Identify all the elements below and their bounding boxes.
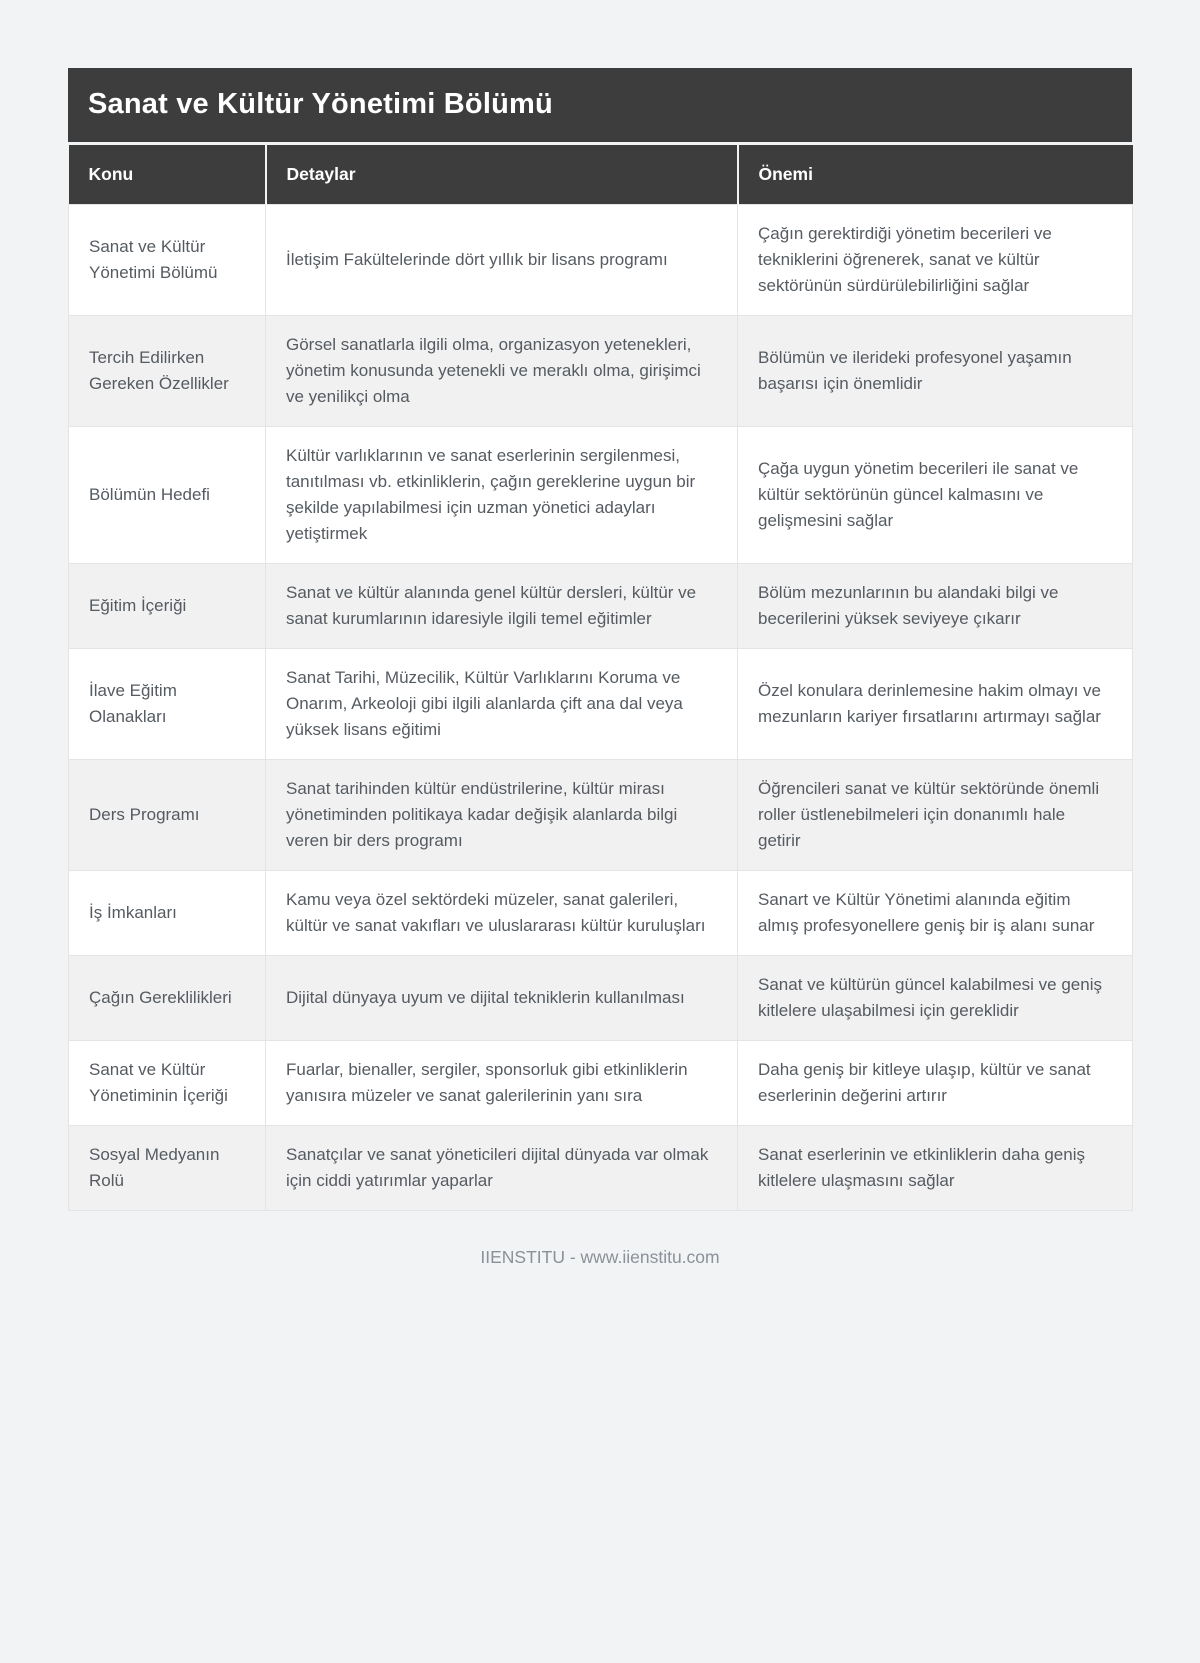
table-row xyxy=(69,1041,1133,1126)
cell-detaylar: Sanat ve kültür alanında genel kültür dersleri, kültür ve sanat kurumlarının idaresiyle ilgili temel eğitimler xyxy=(266,564,738,649)
cell-onemi: Bölüm mezunlarının bu alandaki bilgi ve becerilerini yüksek seviyeye çıkarır xyxy=(738,564,1133,649)
cell-konu: İlave Eğitim Olanakları xyxy=(69,649,266,760)
cell-detaylar: Sanatçılar ve sanat yöneticileri dijital dünyada var olmak için ciddi yatırımlar yaparlar xyxy=(266,1126,738,1211)
cell-onemi: Sanart ve Kültür Yönetimi alanında eğitim almış profesyonellere geniş bir iş alanı sunar xyxy=(738,871,1133,956)
table-body xyxy=(69,205,1133,1211)
cell-konu: Sanat ve Kültür Yönetiminin İçeriği xyxy=(69,1041,266,1126)
cell-onemi: Özel konulara derinlemesine hakim olmayı ve mezunların kariyer fırsatlarını artırmayı sağlar xyxy=(738,649,1133,760)
cell-onemi: Çağın gerektirdiği yönetim becerileri ve tekniklerini öğrenerek, sanat ve kültür sektörünün sürdürülebilirliğini sağlar xyxy=(738,205,1133,316)
cell-detaylar: Görsel sanatlarla ilgili olma, organizasyon yetenekleri, yönetim konusunda yetenekli ve meraklı olma, girişimci ve yenilikçi olma xyxy=(266,316,738,427)
table-header-row xyxy=(69,145,1133,205)
cell-konu: Tercih Edilirken Gereken Özellikler xyxy=(69,316,266,427)
column-header-onemi: Önemi xyxy=(738,145,1133,205)
table-row xyxy=(69,316,1133,427)
table-row xyxy=(69,1126,1133,1211)
page-title: Sanat ve Kültür Yönetimi Bölümü xyxy=(68,68,1132,142)
cell-konu: Bölümün Hedefi xyxy=(69,427,266,564)
cell-onemi: Sanat eserlerinin ve etkinliklerin daha geniş kitlelere ulaşmasını sağlar xyxy=(738,1126,1133,1211)
table-row xyxy=(69,871,1133,956)
cell-detaylar: Kamu veya özel sektördeki müzeler, sanat galerileri, kültür ve sanat vakıfları ve uluslararası kültür kuruluşları xyxy=(266,871,738,956)
cell-konu: Sanat ve Kültür Yönetimi Bölümü xyxy=(69,205,266,316)
table-row xyxy=(69,427,1133,564)
cell-detaylar: Dijital dünyaya uyum ve dijital tekniklerin kullanılması xyxy=(266,956,738,1041)
cell-konu: Sosyal Medyanın Rolü xyxy=(69,1126,266,1211)
cell-konu: Eğitim İçeriği xyxy=(69,564,266,649)
table-row xyxy=(69,956,1133,1041)
cell-onemi: Öğrencileri sanat ve kültür sektöründe önemli roller üstlenebilmeleri için donanımlı hale getirir xyxy=(738,760,1133,871)
info-table xyxy=(68,145,1133,1211)
table-row xyxy=(69,564,1133,649)
cell-onemi: Daha geniş bir kitleye ulaşıp, kültür ve sanat eserlerinin değerini artırır xyxy=(738,1041,1133,1126)
content-card xyxy=(68,68,1132,1211)
cell-detaylar: Sanat Tarihi, Müzecilik, Kültür Varlıklarını Koruma ve Onarım, Arkeoloji gibi ilgili alanlarda çift ana dal veya yüksek lisans eğitimi xyxy=(266,649,738,760)
cell-konu: Ders Programı xyxy=(69,760,266,871)
cell-detaylar: İletişim Fakültelerinde dört yıllık bir lisans programı xyxy=(266,205,738,316)
table-row xyxy=(69,205,1133,316)
cell-onemi: Çağa uygun yönetim becerileri ile sanat ve kültür sektörünün güncel kalmasını ve gelişmesini sağlar xyxy=(738,427,1133,564)
cell-konu: Çağın Gereklilikleri xyxy=(69,956,266,1041)
cell-detaylar: Sanat tarihinden kültür endüstrilerine, kültür mirası yönetiminden politikaya kadar değişik alanlarda bilgi veren bir ders programı xyxy=(266,760,738,871)
cell-onemi: Sanat ve kültürün güncel kalabilmesi ve geniş kitlelere ulaşabilmesi için gereklidir xyxy=(738,956,1133,1041)
cell-onemi: Bölümün ve ilerideki profesyonel yaşamın başarısı için önemlidir xyxy=(738,316,1133,427)
column-header-detaylar: Detaylar xyxy=(266,145,738,205)
cell-detaylar: Kültür varlıklarının ve sanat eserlerinin sergilenmesi, tanıtılması vb. etkinliklerin, çağın gereklerine uygun bir şekilde yapılabilmesi için uzman yönetici adayları yetiştirmek xyxy=(266,427,738,564)
footer-credit: IIENSTITU - www.iienstitu.com xyxy=(480,1247,720,1268)
cell-detaylar: Fuarlar, bienaller, sergiler, sponsorluk gibi etkinliklerin yanısıra müzeler ve sanat galerilerinin yanı sıra xyxy=(266,1041,738,1126)
cell-konu: İş İmkanları xyxy=(69,871,266,956)
table-row xyxy=(69,649,1133,760)
table-row xyxy=(69,760,1133,871)
column-header-konu: Konu xyxy=(69,145,266,205)
